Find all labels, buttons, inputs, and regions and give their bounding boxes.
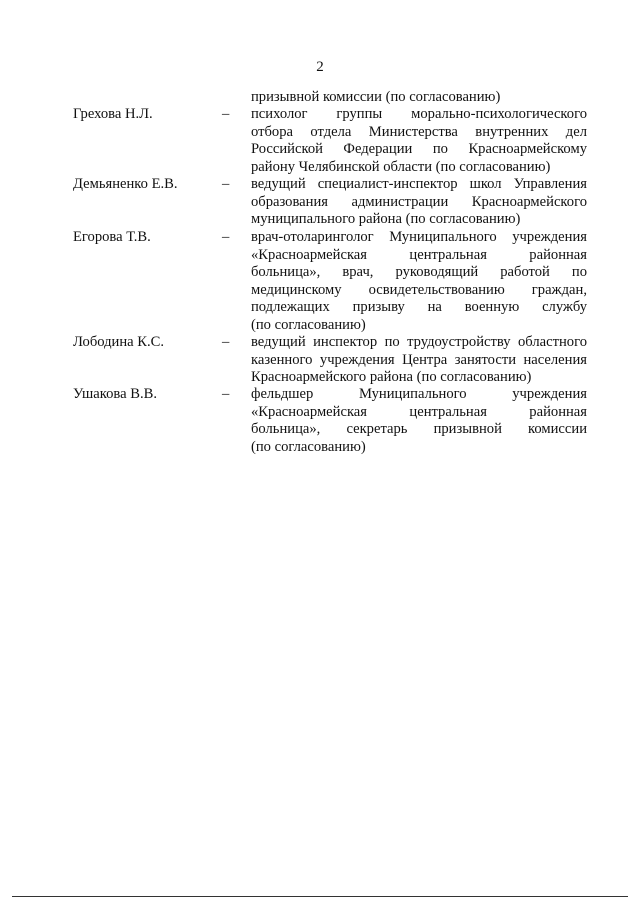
description-line: (по согласованию): [251, 316, 366, 333]
description-line: ведущий инспектор по трудоустройству областного: [251, 334, 587, 350]
description-line: фельдшер Муниципального учреждения: [251, 386, 587, 402]
description-line: району Челябинской области (по согласованию): [251, 158, 551, 175]
member-description: [251, 106, 587, 176]
member-description: [251, 334, 587, 387]
member-name: Демьяненко Е.В.: [73, 176, 178, 192]
member-name: Ушакова В.В.: [73, 386, 157, 402]
continuation-text: призывной комиссии (по согласованию): [251, 89, 501, 105]
description-line: психолог группы морально-психологического: [251, 106, 587, 122]
member-name: Лободина К.С.: [73, 334, 165, 350]
description-line: Красноармейского района (по согласованию): [251, 369, 532, 385]
description-line: «Красноармейская центральная районная: [251, 246, 587, 263]
member-description: [251, 229, 587, 334]
member-dash: –: [222, 386, 230, 402]
description-line: (по согласованию): [251, 438, 366, 455]
member-name: Егорова Т.В.: [73, 229, 151, 245]
member-dash: –: [222, 229, 230, 245]
description-line: муниципального района (по согласованию): [251, 211, 521, 227]
description-line: больница», секретарь призывной комиссии: [251, 421, 587, 437]
description-line: подлежащих призыву на военную службу: [251, 299, 587, 315]
description-line: казенного учреждения Центра занятости населения: [251, 351, 587, 368]
member-name: Грехова Н.Л.: [73, 106, 153, 122]
description-line: отбора отдела Министерства внутренних дел: [251, 123, 587, 140]
description-line: «Красноармейская центральная районная: [251, 403, 587, 420]
member-dash: –: [222, 106, 230, 122]
member-dash: –: [222, 334, 230, 350]
member-description: [251, 176, 587, 229]
page-number: 2: [316, 59, 324, 75]
member-dash: –: [222, 176, 230, 192]
description-line: врач-отоларинголог Муниципального учреждения: [251, 229, 587, 245]
description-line: образования администрации Красноармейского: [251, 193, 587, 210]
member-description: [251, 386, 587, 456]
description-line: ведущий специалист-инспектор школ Управления: [251, 176, 587, 192]
description-line: медицинскому освидетельствованию граждан,: [251, 281, 587, 298]
description-line: больница», врач, руководящий работой по: [251, 264, 587, 280]
page-bottom-edge-divider: [12, 896, 628, 897]
description-line: Российской Федерации по Красноармейскому: [251, 141, 587, 157]
